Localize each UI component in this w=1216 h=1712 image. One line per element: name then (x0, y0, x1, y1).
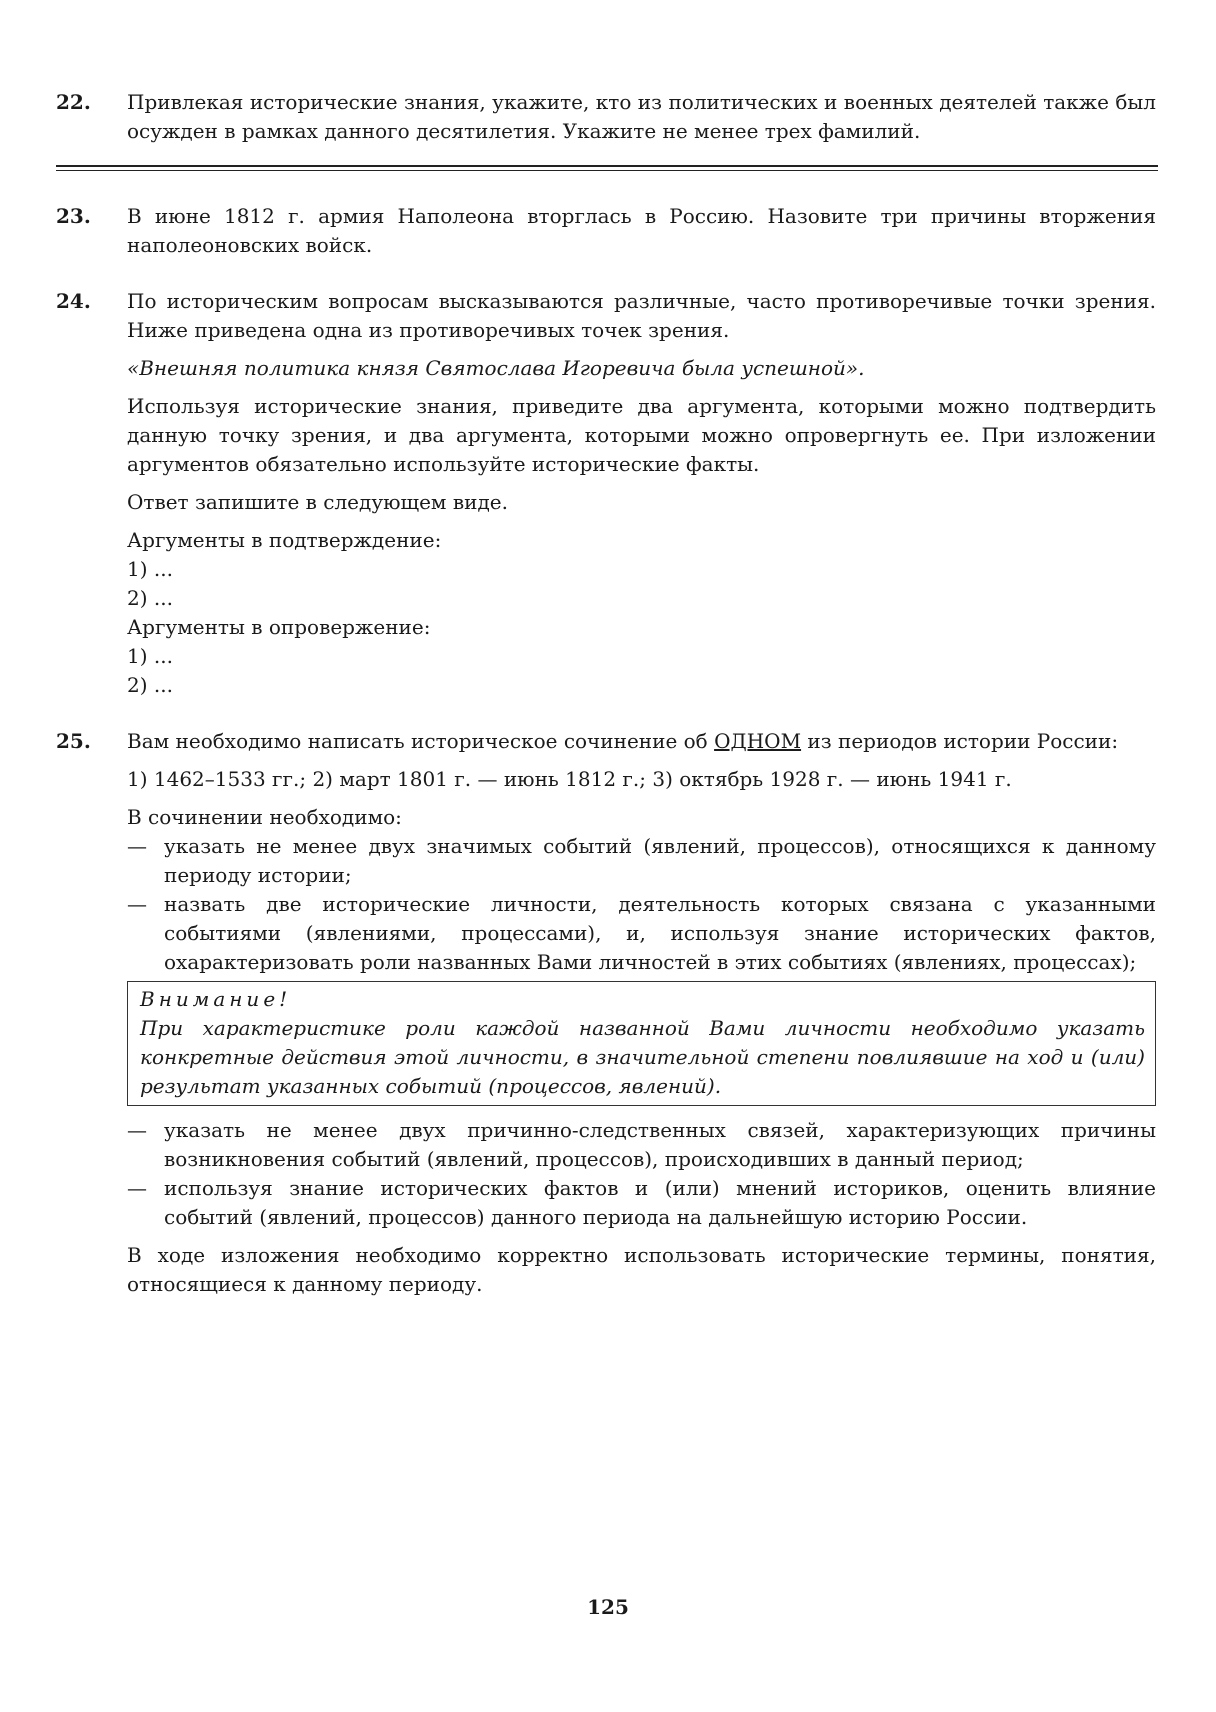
requirement-item: — используя знание исторических фактов и (или) мнений историков, оценить влияние событий (явлений, процессов) данного периода на дальнейшую историю России. (127, 1174, 1156, 1232)
confirm-item: 2) ... (127, 586, 173, 610)
question-text: Привлекая исторические знания, укажите, кто из политических и военных деятелей также был осужден в рамках данного десятилетия. Укажите не менее трех фамилий. (127, 90, 1156, 143)
confirm-item: 1) ... (127, 557, 173, 581)
attention-text: При характеристике роли каждой названной Вами личности необходимо указать конкретные действия этой личности, в значительной степени повлиявшие на ход и (или) результат указанных событий (процессов, явлений). (140, 1016, 1145, 1098)
question-task: Используя исторические знания, приведите два аргумента, которыми можно подтвердить данную точку зрения, и два аргумента, которыми можно опровергнуть ее. При изложении аргументов обязательно используйте исторические факты. (127, 394, 1156, 476)
question-23 (56, 202, 1156, 269)
page-number: 125 (587, 1595, 629, 1619)
confirm-label: Аргументы в подтверждение: (127, 528, 442, 552)
attention-title: Внимание! (140, 987, 292, 1011)
question-intro: Вам необходимо написать историческое сочинение об ОДНОМ из периодов истории России: (127, 729, 1119, 753)
question-intro: По историческим вопросам высказываются различные, часто противоречивые точки зрения. Ниже приведена одна из противоречивых точек зрения. (127, 289, 1156, 342)
section-divider-bottom (56, 170, 1158, 171)
viewpoint-quote: «Внешняя политика князя Святослава Игоревича была успешной». (127, 356, 865, 380)
requirement-item: — указать не менее двух значимых событий (явлений, процессов), относящихся к данному периоду истории; (127, 832, 1156, 890)
refute-label: Аргументы в опровержение: (127, 615, 431, 639)
closing-note: В ходе изложения необходимо корректно использовать исторические термины, понятия, относящиеся к данному периоду. (127, 1243, 1156, 1296)
refute-item: 1) ... (127, 644, 173, 668)
question-number: 23. (56, 204, 91, 228)
question-number: 24. (56, 289, 91, 313)
answer-format: Ответ запишите в следующем виде. (127, 490, 508, 514)
question-22 (56, 88, 1156, 155)
question-text: В июне 1812 г. армия Наполеона вторглась в Россию. Назовите три причины вторжения наполеоновских войск. (127, 204, 1156, 257)
requirement-item: — назвать две исторические личности, деятельность которых связана с указанными событиями (явлениями, процессами), и, используя знание исторических фактов, охарактеризовать роли названных Вами личностей в этих событиях (явлениях, процессах); (127, 890, 1156, 977)
requirements-label: В сочинении необходимо: (127, 805, 402, 829)
refute-item: 2) ... (127, 673, 173, 697)
question-24 (56, 287, 1156, 700)
question-number: 25. (56, 729, 91, 753)
requirement-item: — указать не менее двух причинно-следственных связей, характеризующих причины возникновения событий (явлений, процессов), происходивших в данный период; (127, 1116, 1156, 1174)
section-divider-top (56, 165, 1158, 167)
attention-box (127, 981, 1156, 1106)
question-number: 22. (56, 90, 91, 114)
question-25 (56, 727, 1156, 1308)
answer-template (127, 526, 1156, 700)
emphasis-one: ОДНОМ (714, 729, 802, 753)
periods-list: 1) 1462–1533 гг.; 2) март 1801 г. — июнь 1812 г.; 3) октябрь 1928 г. — июнь 1941 г. (127, 767, 1012, 791)
